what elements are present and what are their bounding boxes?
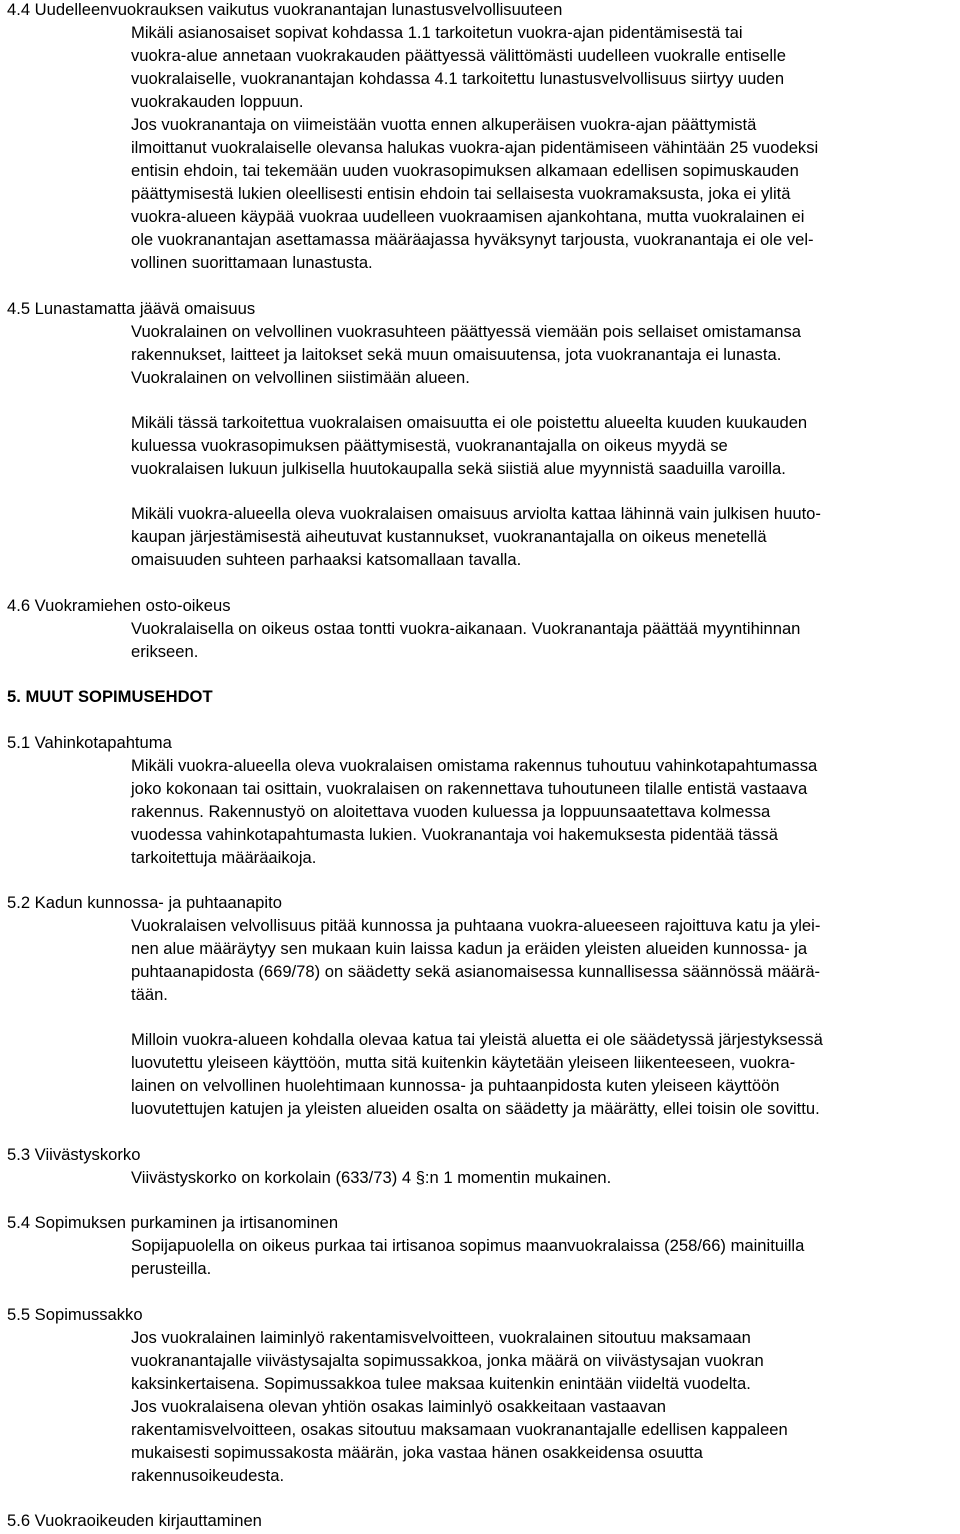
section-5-4-p1-line: perusteilla. [131, 1259, 212, 1278]
section-4-4-p1-line: vuokralaiselle, vuokranantajan kohdassa 4.1 tarkoitettu lunastusvelvollisuus siirtyy uuden [131, 69, 785, 88]
section-4-5-p2-line: kuluessa vuokrasopimuksen päättymisestä, vuokranantajalla on oikeus myydä se [131, 436, 728, 455]
section-4-6-p1-line: Vuokralaisella on oikeus ostaa tontti vuokra-aikanaan. Vuokranantaja päättää myyntihinnan [131, 619, 801, 638]
section-4-4-p1-line: vuokra-alue annetaan vuokrakauden päättyessä välittömästi uudelleen vuokralle entiselle [131, 46, 786, 65]
section-5-2-p1-line: nen alue määräytyy sen mukaan kuin laissa kadun ja eräiden yleisten alueiden kunnossa- ja [131, 939, 808, 958]
section-5-4-p1-line: Sopijapuolella on oikeus purkaa tai irtisanoa sopimus maanvuokralaissa (258/66) mainituilla [131, 1236, 805, 1255]
section-5-3-p1-line: Viivästyskorko on korkolain (633/73) 4 §:n 1 momentin mukainen. [131, 1168, 612, 1187]
section-5-5-p1-line: rakennusoikeudesta. [131, 1466, 285, 1485]
section-5-1-p1-line: tarkoitettuja määräaikoja. [131, 848, 317, 867]
section-4-4-heading: 4.4 Uudelleenvuokrauksen vaikutus vuokranantajan lunastusvelvollisuuteen [7, 0, 563, 19]
section-5-2-p2-line: Milloin vuokra-alueen kohdalla olevaa katua tai yleistä aluetta ei ole säädetyssä järjestyksessä [131, 1030, 823, 1049]
section-5-1-p1-line: joko kokonaan tai osittain, vuokralaisen on rakennettava tuhoutuneen tilalle entistä vastaava [131, 779, 808, 798]
section-4-4-p2-line: Jos vuokranantaja on viimeistään vuotta ennen alkuperäisen vuokra-ajan päättymistä [131, 115, 757, 134]
section-5-2-p1-line: puhtaanapidosta (669/78) on säädetty sekä asianomaisessa kunnallisessa säännössä määrä- [131, 962, 821, 981]
section-4-4-p2-line: vuokra-alueen käypää vuokraa uudelleen vuokraamisen ajankohtana, mutta vuokralainen ei [131, 207, 805, 226]
section-5-2-p2-line: luovutettujen katujen ja yleisten alueiden osalta on säädetty ja määrätty, ellei toisin ole sovittu. [131, 1099, 820, 1118]
section-5-5-p1-line: Jos vuokralainen laiminlyö rakentamisvelvoitteen, vuokralainen sitoutuu maksamaan [131, 1328, 751, 1347]
section-4-4-p2-line: ilmoittanut vuokralaiselle olevansa halukas vuokra-ajan pidentämiseen vähintään 25 vuodeksi [131, 138, 819, 157]
section-5-1-heading: 5.1 Vahinkotapahtuma [7, 733, 172, 752]
section-5-5-p1-line: rakentamisvelvoitteen, osakas sitoutuu maksamaan vuokranantajalle edellisen kappaleen [131, 1420, 788, 1439]
section-4-4-p1-line: vuokrakauden loppuun. [131, 92, 304, 111]
section-5-5-p1-line: vuokranantajalle viivästysajalta sopimussakkoa, jonka määrä on viivästysajan vuokran [131, 1351, 764, 1370]
section-4-5-p1-line: rakennukset, laitteet ja laitokset sekä muun omaisuutensa, jota vuokranantaja ei lunasta. [131, 345, 782, 364]
section-5-1-p1-line: vuodessa vahinkotapahtumasta lukien. Vuokranantaja voi hakemuksesta pidentää tässä [131, 825, 778, 844]
section-5-2-p1-line: Vuokralaisen velvollisuus pitää kunnossa ja puhtaana vuokra-alueeseen rajoittuva katu ja ylei- [131, 916, 821, 935]
section-5-5-p1-line: Jos vuokralaisena olevan yhtiön osakas laiminlyö osakkeitaan vastaavan [131, 1397, 666, 1416]
section-4-4-p2-line: päättymisestä lukien oleellisesti entisin ehdoin tai sellaisesta vuokramaksusta, joka ei ylitä [131, 184, 791, 203]
section-4-5-p1-line: Vuokralainen on velvollinen vuokrasuhteen päättyessä viemään pois sellaiset omistamansa [131, 322, 801, 341]
section-4-5-p1-line: Vuokralainen on velvollinen siistimään alueen. [131, 368, 470, 387]
section-5-5-p1-line: mukaisesti sopimussakosta määrän, joka vastaa hänen osakkeidensa osuutta [131, 1443, 703, 1462]
section-4-4-p2-line: entisin ehdoin, tai tekemään uuden vuokrasopimuksen alkamaan edellisen sopimuskauden [131, 161, 799, 180]
section-4-5-p2-line: Mikäli tässä tarkoitettua vuokralaisen omaisuutta ei ole poistettu alueelta kuuden kuukauden [131, 413, 808, 432]
section-5-2-p2-line: luovutettu yleiseen käyttöön, mutta sitä kuitenkin käytetään yleiseen liikenteeseen, vuokra- [131, 1053, 796, 1072]
section-4-5-p2-line: vuokralaisen lukuun julkisella huutokaupalla sekä siistiä alue myynnistä saaduilla varoilla. [131, 459, 786, 478]
section-5-2-p2-line: lainen on velvollinen huolehtimaan kunnossa- ja puhtaanpidosta kuten yleiseen käyttöön [131, 1076, 780, 1095]
section-4-6-p1-line: erikseen. [131, 642, 199, 661]
section-5-2-heading: 5.2 Kadun kunnossa- ja puhtaanapito [7, 893, 282, 912]
section-4-5-p3-line: Mikäli vuokra-alueella oleva vuokralaisen omaisuus arviolta kattaa lähinnä vain julkisen huuto- [131, 504, 821, 523]
section-4-4-p1-line: Mikäli asianosaiset sopivat kohdassa 1.1 tarkoitetun vuokra-ajan pidentämisestä tai [131, 23, 743, 42]
section-5-3-heading: 5.3 Viivästyskorko [7, 1145, 141, 1164]
section-5-4-heading: 5.4 Sopimuksen purkaminen ja irtisanominen [7, 1213, 339, 1232]
section-4-6-heading: 4.6 Vuokramiehen osto-oikeus [7, 596, 231, 615]
section-4-5-p3-line: omaisuuden suhteen parhaaksi katsomallaan tavalla. [131, 550, 522, 569]
section-5-6-heading: 5.6 Vuokraoikeuden kirjauttaminen [7, 1511, 262, 1530]
section-5-2-p1-line: tään. [131, 985, 168, 1004]
section-5-5-heading: 5.5 Sopimussakko [7, 1305, 143, 1324]
section-5-heading: 5. MUUT SOPIMUSEHDOT [7, 687, 213, 706]
section-4-5-p3-line: kaupan järjestämisestä aiheutuvat kustannukset, vuokranantajalla on oikeus menetellä [131, 527, 767, 546]
section-5-5-p1-line: kaksinkertaisena. Sopimussakkoa tulee maksaa kuitenkin enintään viideltä vuodelta. [131, 1374, 751, 1393]
section-4-5-heading: 4.5 Lunastamatta jäävä omaisuus [7, 299, 256, 318]
section-5-1-p1-line: Mikäli vuokra-alueella oleva vuokralaisen omistama rakennus tuhoutuu vahinkotapahtumassa [131, 756, 818, 775]
section-4-4-p2-line: vollinen suorittamaan lunastusta. [131, 253, 373, 272]
section-5-1-p1-line: rakennus. Rakennustyö on aloitettava vuoden kuluessa ja loppuunsaatettava kolmessa [131, 802, 771, 821]
section-4-4-p2-line: ole vuokranantajan asettamassa määräajassa hyväksynyt tarjousta, vuokranantaja ei ole vel- [131, 230, 814, 249]
